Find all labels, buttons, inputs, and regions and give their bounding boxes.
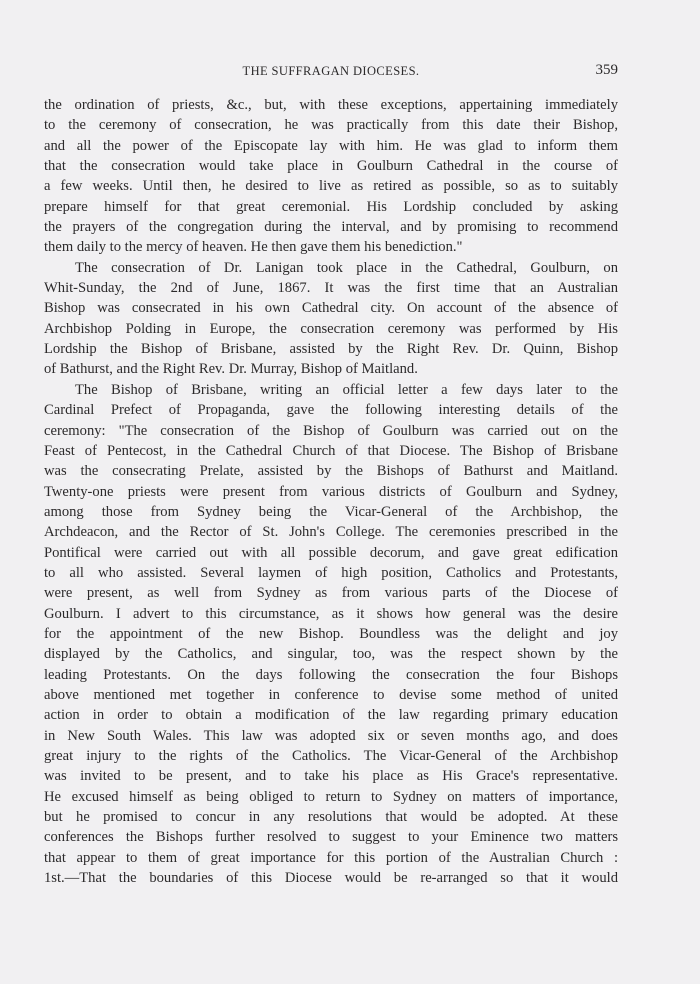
text-line: displayed by the Catholics, and singular, too, was the respect shown by the (44, 646, 618, 663)
text-line: to all who assisted. Several laymen of high position, Catholics and Protestants, (44, 564, 618, 581)
text-line: in New South Wales. This law was adopted six or seven months ago, and does (44, 727, 618, 744)
text-line: was the consecrating Prelate, assisted by the Bishops of Bathurst and Maitland. (44, 463, 618, 480)
text-line: leading Protestants. On the days following the consecration the four Bishops (44, 666, 618, 683)
text-line: Bishop was consecrated in his own Cathedral city. On account of the absence of (44, 300, 618, 317)
text-line: 1st.—That the boundaries of this Diocese would be re-arranged so that it would (44, 870, 618, 887)
text-line: among those from Sydney being the Vicar-General of the Archbishop, the (44, 503, 618, 520)
text-line: above mentioned met together in conference to devise some method of united (44, 686, 618, 703)
text-line: Pontifical were carried out with all possible decorum, and gave great edification (44, 544, 618, 561)
text-line: them daily to the mercy of heaven. He then gave them his benediction." (44, 239, 463, 256)
text-line: ceremony: "The consecration of the Bishop of Goulburn was carried out on the (44, 422, 618, 439)
text-line: for the appointment of the new Bishop. Boundless was the delight and joy (44, 625, 618, 642)
page-number: 359 (595, 62, 618, 78)
text-line: that appear to them of great importance for this portion of the Australian Church : (44, 849, 618, 866)
text-line: He excused himself as being obliged to return to Sydney on matters of importance, (44, 788, 618, 805)
text-line: Goulburn. I advert to this circumstance, as it shows how general was the desire (44, 605, 618, 622)
text-line: Feast of Pentecost, in the Cathedral Church of that Diocese. The Bishop of Brisbane (44, 442, 618, 459)
text-line: conferences the Bishops further resolved to suggest to your Eminence two matters (44, 829, 618, 846)
text-line: Archbishop Polding in Europe, the consecration ceremony was performed by His (44, 320, 618, 337)
text-line: that the consecration would take place in Goulburn Cathedral in the course of (44, 158, 618, 175)
text-line: was invited to be present, and to take his place as His Grace's representative. (44, 768, 618, 785)
text-line: the prayers of the congregation during the interval, and by promising to recommend (44, 219, 618, 236)
text-line: prepare himself for that great ceremonial. His Lordship concluded by asking (44, 198, 618, 215)
page-header (44, 64, 618, 82)
text-line: of Bathurst, and the Right Rev. Dr. Murray, Bishop of Maitland. (44, 361, 418, 378)
text-line: and all the power of the Episcopate lay with him. He was glad to inform them (44, 137, 618, 154)
text-line: Whit-Sunday, the 2nd of June, 1867. It was the first time that an Australian (44, 280, 618, 297)
text-line: Lordship the Bishop of Brisbane, assisted by the Right Rev. Dr. Quinn, Bishop (44, 341, 618, 358)
text-line: The consecration of Dr. Lanigan took place in the Cathedral, Goulburn, on (75, 259, 618, 276)
text-line: Cardinal Prefect of Propaganda, gave the following interesting details of the (44, 402, 618, 419)
text-line: but he promised to concur in any resolutions that would be adopted. At these (44, 809, 618, 826)
text-line: the ordination of priests, &c., but, with these exceptions, appertaining immediately (44, 97, 618, 113)
text-line: action in order to obtain a modification of the law regarding primary education (44, 707, 618, 724)
running-title: THE SUFFRAGAN DIOCESES. (242, 64, 420, 78)
text-line: great injury to the rights of the Catholics. The Vicar-General of the Archbishop (44, 748, 618, 764)
text-line: The Bishop of Brisbane, writing an official letter a few days later to the (75, 381, 618, 398)
text-line: Archdeacon, and the Rector of St. John's College. The ceremonies prescribed in the (44, 524, 618, 541)
text-line: Twenty-one priests were present from various districts of Goulburn and Sydney, (44, 483, 618, 500)
text-line: a few weeks. Until then, he desired to live as retired as possible, so as to suitably (44, 178, 618, 195)
body-text (44, 95, 618, 888)
text-line: were present, as well from Sydney as from various parts of the Diocese of (44, 585, 618, 602)
text-line: to the ceremony of consecration, he was practically from this date their Bishop, (44, 117, 618, 134)
